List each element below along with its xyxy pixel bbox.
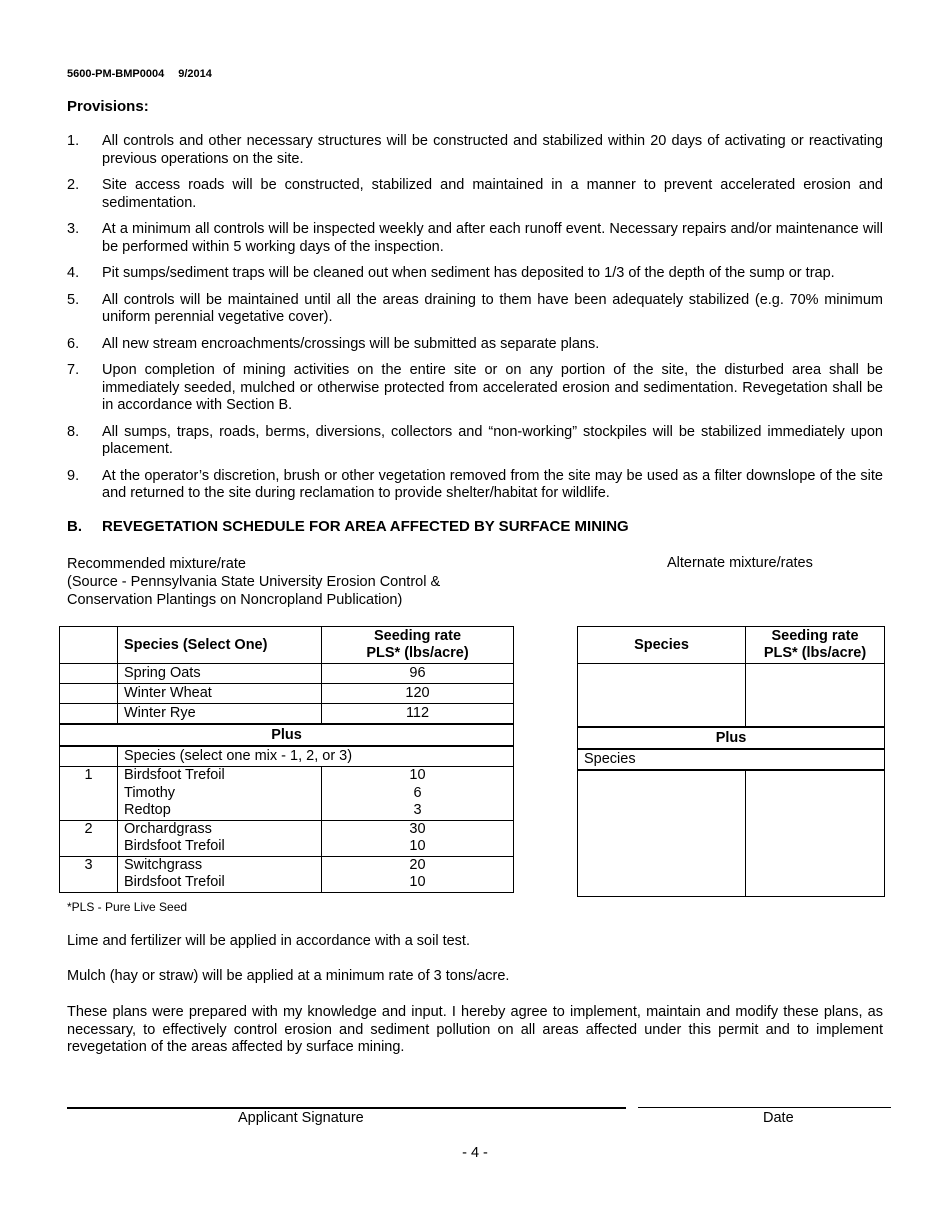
- rate-header-line-1: Seeding rate: [373, 628, 462, 644]
- source-line-2: Conservation Plantings on Noncropland Publication): [67, 592, 403, 608]
- applicant-signature-line[interactable]: [67, 1107, 626, 1109]
- provision-item: [67, 265, 883, 283]
- provision-text: All controls and other necessary structures will be constructed and stabilized within 20 days of activating or reactivating previous operations on the site.: [102, 133, 883, 167]
- rate-value: 20: [409, 856, 426, 873]
- rate-cell: 120: [322, 684, 514, 704]
- provision-number: 7.: [67, 362, 80, 378]
- rate-header-line-2: PLS* (lbs/acre): [763, 645, 867, 661]
- species-cell: Winter Wheat: [118, 684, 322, 704]
- alternate-label: Alternate mixture/rates: [667, 555, 813, 571]
- provision-number: 4.: [67, 265, 80, 281]
- table-header-row: [578, 627, 885, 664]
- select-cell: [60, 746, 118, 767]
- provision-item: [67, 362, 883, 415]
- plus-label: Plus: [578, 727, 885, 749]
- recommended-seeding-table: [59, 626, 514, 893]
- rate-value: 10: [409, 767, 426, 783]
- rate-column-header: [322, 627, 514, 664]
- species-name: Switchgrass: [124, 856, 203, 873]
- provision-item: [67, 221, 883, 256]
- table-row: [60, 704, 514, 725]
- provision-text: All controls will be maintained until all the areas draining to them have been adequately stabilized (e.g. 70% minimum uniform perennial vegetative cover).: [102, 291, 883, 325]
- pls-footnote: *PLS - Pure Live Seed: [67, 900, 188, 914]
- section-letter: B.: [67, 518, 82, 535]
- species-column-header: Species (Select One): [118, 627, 322, 664]
- mix-prompt: Species (select one mix - 1, 2, or 3): [118, 746, 514, 767]
- mix-species: [118, 856, 322, 892]
- provision-item: [67, 336, 883, 354]
- provision-text: Upon completion of mining activities on the entire site or on any portion of the site, the disturbed area shall be immediately seeded, mulched or otherwise protected from accelerated erosion and sedimentation. Revegetation shall be in accordance with Section B.: [102, 362, 883, 413]
- lime-paragraph: Lime and fertilizer will be applied in accordance with a soil test.: [67, 933, 470, 949]
- provision-number: 5.: [67, 291, 80, 308]
- alternate-seeding-table: [577, 626, 885, 897]
- provisions-title: Provisions:: [67, 98, 149, 115]
- form-date: 9/2014: [178, 68, 212, 80]
- mix-number[interactable]: 1: [60, 767, 118, 821]
- provision-number: 8.: [67, 423, 80, 440]
- alt-grain-entry-row: [578, 664, 885, 728]
- provision-item: [67, 177, 883, 212]
- provision-text: All new stream encroachments/crossings will be submitted as separate plans.: [102, 335, 600, 352]
- rate-value: 30: [409, 820, 426, 837]
- section-title: REVEGETATION SCHEDULE FOR AREA AFFECTED BY SURFACE MINING: [102, 518, 629, 535]
- applicant-signature-label: Applicant Signature: [238, 1110, 364, 1126]
- rate-cell: 112: [322, 704, 514, 725]
- recommended-label: Recommended mixture/rate: [67, 556, 246, 572]
- alt-mix-species-entry[interactable]: [578, 770, 746, 897]
- rate-value: 10: [409, 838, 426, 854]
- table-row: [60, 664, 514, 684]
- rate-header-line-2: PLS* (lbs/acre): [366, 645, 469, 661]
- provision-item: [67, 424, 883, 459]
- agreement-paragraph: These plans were prepared with my knowledge and input. I hereby agree to implement, maintain and modify these plans, as necessary, to effectively control erosion and sediment pollution on all areas affected under this permit and to implement revegetation of the areas affected by surface mining.: [67, 1004, 883, 1055]
- alt-species-entry[interactable]: [578, 664, 746, 728]
- mix-row: [60, 856, 514, 892]
- mix-number[interactable]: 2: [60, 820, 118, 856]
- provision-number: 2.: [67, 177, 80, 193]
- plus-row: [578, 727, 885, 749]
- form-code: 5600-PM-BMP0004: [67, 68, 165, 80]
- provision-number: 6.: [67, 335, 80, 352]
- species-cell: Spring Oats: [118, 664, 322, 684]
- provision-text: At a minimum all controls will be inspected weekly and after each runoff event. Necessary repairs and/or maintenance will be performed within 5 working days of the inspection.: [102, 221, 883, 255]
- rate-value: 3: [413, 802, 422, 818]
- alt-rate-column-header: [746, 627, 885, 664]
- plus-label: Plus: [60, 724, 514, 746]
- mix-species: [118, 767, 322, 821]
- alt-rate-entry[interactable]: [746, 664, 885, 728]
- mulch-paragraph: Mulch (hay or straw) will be applied at a minimum rate of 3 tons/acre.: [67, 968, 510, 984]
- rate-value: 6: [413, 784, 422, 801]
- date-line[interactable]: [638, 1107, 891, 1108]
- species-name: Redtop: [124, 802, 171, 818]
- species-name: Birdsfoot Trefoil: [124, 767, 225, 783]
- mix-species: [118, 820, 322, 856]
- mix-rates: [322, 820, 514, 856]
- provision-number: 9.: [67, 467, 80, 484]
- species-name: Orchardgrass: [124, 820, 212, 837]
- mix-rates: [322, 856, 514, 892]
- select-cell[interactable]: [60, 684, 118, 704]
- provision-text: All sumps, traps, roads, berms, diversions, collectors and “non-working” stockpiles will be stabilized immediately upon placement.: [102, 423, 883, 457]
- mix-row: [60, 767, 514, 821]
- section-b-heading: [67, 518, 629, 535]
- alt-species-column-header: Species: [578, 627, 746, 664]
- mix-row: [60, 820, 514, 856]
- provision-number: 1.: [67, 133, 80, 149]
- select-column-header: [60, 627, 118, 664]
- species-cell: Winter Rye: [118, 704, 322, 725]
- alt-species-label-row: [578, 749, 885, 770]
- provision-item: [67, 468, 883, 503]
- species-name: Birdsfoot Trefoil: [124, 838, 225, 854]
- select-cell[interactable]: [60, 704, 118, 725]
- rate-cell: 96: [322, 664, 514, 684]
- mix-number[interactable]: 3: [60, 856, 118, 892]
- table-row: [60, 684, 514, 704]
- rate-value: 10: [409, 874, 426, 890]
- alt-mix-entry-row: [578, 770, 885, 897]
- provision-text: Site access roads will be constructed, stabilized and maintained in a manner to prevent accelerated erosion and sedimentation.: [102, 177, 883, 211]
- species-name: Birdsfoot Trefoil: [124, 874, 225, 890]
- provision-text: At the operator’s discretion, brush or other vegetation removed from the site may be used as a filter downslope of the site and returned to the site during reclamation to provide shelter/habitat for wildlife.: [102, 467, 883, 501]
- species-name: Timothy: [124, 784, 176, 801]
- provision-number: 3.: [67, 221, 80, 237]
- provision-item: [67, 292, 883, 327]
- alt-species-label: Species: [578, 749, 885, 770]
- select-cell[interactable]: [60, 664, 118, 684]
- provision-item: [67, 133, 883, 168]
- provisions-list: [67, 133, 883, 512]
- table-header-row: [60, 627, 514, 664]
- rate-header-line-1: Seeding rate: [771, 628, 859, 644]
- recommended-source: [67, 555, 440, 609]
- date-label: Date: [763, 1110, 794, 1126]
- page-number: - 4 -: [462, 1145, 488, 1161]
- provision-text: Pit sumps/sediment traps will be cleaned out when sediment has deposited to 1/3 of the depth of the sump or trap.: [102, 265, 835, 281]
- form-header: [67, 68, 212, 80]
- source-line-1: (Source - Pennsylvania State University Erosion Control &: [67, 574, 441, 590]
- plus-row: [60, 724, 514, 746]
- mix-rates: [322, 767, 514, 821]
- alt-mix-rate-entry[interactable]: [746, 770, 885, 897]
- mix-prompt-row: [60, 746, 514, 767]
